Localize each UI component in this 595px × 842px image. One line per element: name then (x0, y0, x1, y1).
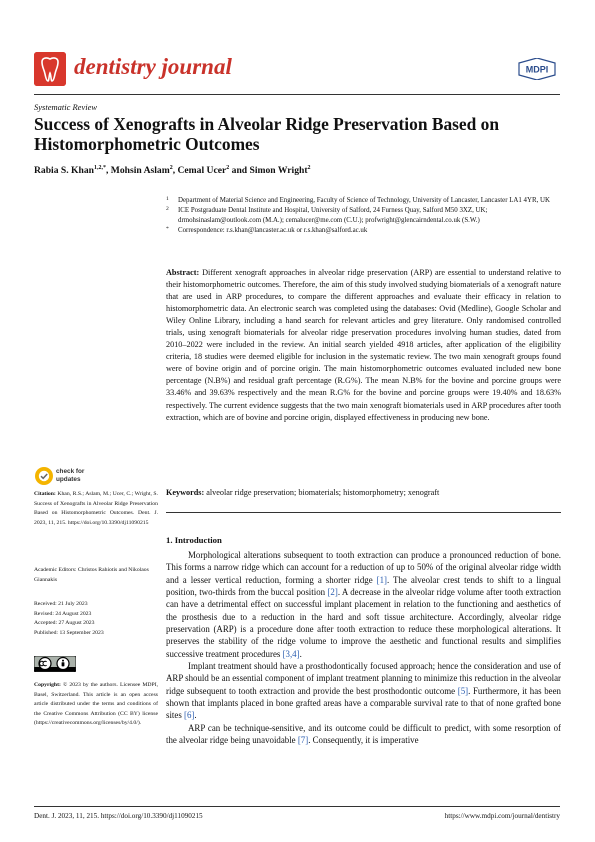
citation-text[interactable]: Khan, R.S.; Aslam, M.; Ucer, C.; Wright, S. Success of Xenografts in Alveolar Ridge Preservation Based on Histomorphometric Outcomes. Dent. J. 2023, 11, 215. https://doi.org/10.3390/dj11090215 (34, 491, 158, 526)
academic-editors: Academic Editors: Christos Rahiotis and Nikolaos Giannakis (34, 567, 149, 583)
reference-link[interactable]: [7] (297, 734, 309, 745)
paragraph (166, 549, 561, 660)
abstract-label: Abstract: (166, 268, 200, 277)
revised-date: Revised: 24 August 2023 (34, 610, 92, 617)
author-name[interactable]: Rabia S. Khan (34, 165, 94, 177)
affiliation-mark: 2 (166, 206, 169, 213)
affiliation-item (166, 206, 562, 225)
publication-dates (34, 600, 158, 638)
author-affiliation-mark: 2 (169, 165, 173, 171)
reference-link[interactable]: [1] (376, 574, 387, 585)
copyright-label: Copyright: (34, 682, 61, 688)
author-name[interactable]: Mohsin Aslam (110, 165, 170, 177)
author-affiliation-mark: 2 (307, 165, 311, 171)
footer-divider (34, 806, 560, 807)
check-for-updates-icon (34, 466, 54, 486)
author-separator: , (172, 165, 178, 177)
paragraph-text: Implant treatment should have a prosthodontically focused approach; hence the consideration and use of ARP should be an essential component of implant treatment planning to minimize this reduction in the alveolar ridge subsequent to tooth extraction and provide the best prosthodontic outcome (166, 660, 562, 696)
correspondence-text: Correspondence: r.s.khan@lancaster.ac.uk or r.s.khan@salford.ac.uk (178, 227, 368, 235)
section-heading-introduction: 1. Introduction (166, 535, 222, 545)
introduction-body (166, 549, 561, 746)
reference-link[interactable]: [5] (457, 685, 469, 696)
check-updates-line2: updates (56, 475, 81, 483)
header-divider (34, 94, 560, 95)
author-name[interactable]: Cemal Ucer (177, 165, 227, 177)
affiliation-mark: 1 (166, 196, 169, 202)
keywords (166, 487, 561, 499)
article-title: Success of Xenografts in Alveolar Ridge Preservation Based on Histomorphometric Outcomes (34, 114, 500, 154)
article-type: Systematic Review (34, 102, 98, 112)
footer-journal-url[interactable]: https://www.mdpi.com/journal/dentistry (444, 812, 560, 820)
affiliation-mark: * (166, 226, 169, 233)
author-separator: and (229, 165, 250, 177)
received-date: Received: 21 July 2023 (34, 601, 88, 607)
author-separator: , (105, 165, 111, 177)
paragraph-text: . A decrease in the alveolar ridge volume after tooth extraction can have a detrimental effect on successful implant placement in relation to the functioning and aesthetics of the prosthesis due to a reduction in the hard and soft tissue architecture. Accordingly, alveolar ridge preservation (ARP) is a procedure done after tooth extraction to reduce these morphological alterations. It preserves the stability of the ridge volume to improve the aesthetic and functional results and simplifies successive treatment procedures (166, 586, 561, 659)
journal-logo-icon (34, 52, 66, 86)
paragraph (166, 660, 561, 722)
mdpi-logo-icon (517, 58, 557, 80)
abstract-text: Different xenograft approaches in alveolar ridge preservation (ARP) are essential to understand relative to their histomorphometric outcomes. Therefore, the aim of this study involved studying biomaterials of a xenograft nature that are used in ARP procedures, to compare the different approaches and evaluate their efficacy in relation to histomorphometric data. An electronic search was completed using the databases: Ovid (Medline), Google Scholar and Wiley Online Library, including a hand search for relevant articles and grey literature. Only randomised controlled trials, using xenograft biomaterials for alveolar ridge preservation procedures involving human studies, dated from 2010–2022 were included in the review. An initial search yielded 4918 articles, after application of the eligibility criteria, 18 studies were deemed eligible for inclusion in the systematic review. The two main xenograft groups found were of bovine origin and of porcine origin. The main histomorphometric outcomes evaluated included new bone percentage (N.B%) and residual graft percentage (R.G%). The mean N.B% for the bovine and porcine groups were 33.46% and 39.63% respectively and the mean R.G% for the bovine and porcine groups were 19.40% and 18.63% respectively. The current evidence suggests that the two main xenograft biomaterials used in ARP procedures after tooth extraction, which are of bovine and porcine origin, displayed effectiveness in producing new bone. (166, 268, 562, 422)
journal-name: dentistry journal (74, 54, 232, 79)
affiliation-item (166, 226, 562, 235)
published-date: Published: 13 September 2023 (34, 629, 104, 636)
reference-link[interactable]: [3,4] (282, 648, 300, 659)
paragraph-text: . (299, 648, 302, 659)
author-affiliation-mark: 2 (226, 165, 230, 171)
paragraph-text: . Consequently, it is imperative (308, 734, 419, 745)
abstract (166, 267, 561, 424)
accepted-date: Accepted: 27 August 2023 (34, 620, 95, 627)
check-updates-line1: check for (56, 468, 85, 475)
copyright-block (34, 681, 158, 729)
copyright-text: © 2023 by the authors. Licensee MDPI, Basel, Switzerland. This article is an open access article distributed under the terms and conditions of the Creative Commons Attribution (CC BY) license (https://creativecommons.org/licenses/by/4.0/). (34, 682, 159, 727)
citation-label: Citation: (34, 491, 56, 497)
paragraph-text: ARP can be technique-sensitive, and its outcome could be difficult to predict, with some resorption of the alveolar ridge being unavoidable (166, 722, 561, 745)
reference-link[interactable]: [6] (184, 710, 195, 721)
affiliation-text: Department of Material Science and Engineering, Faculty of Science of Technology, University of Lancaster, Lancaster LA1 4YR, UK (178, 197, 550, 204)
paragraph-text: Morphological alterations subsequent to tooth extraction can produce a pronounced reduction of bone. This forms a narrow ridge which can account for a reduction of up to 50% of the original alveolar ridge width and a lesser vertical reduction, forming a shorter ridge (166, 550, 561, 585)
footer-citation[interactable]: Dent. J. 2023, 11, 215. https://doi.org/10.3390/dj11090215 (34, 812, 203, 820)
author-list (34, 165, 311, 176)
reference-link[interactable]: [2] (327, 586, 338, 597)
affiliations (166, 196, 562, 237)
paragraph-text: . (194, 710, 197, 721)
keywords-divider (166, 512, 561, 513)
paragraph-text: . Furthermore, it has been shown that implants placed in bone grafted areas have a comparable survival rate to that of none grafted bone sites (166, 685, 561, 721)
author-name[interactable]: Simon Wright (249, 165, 308, 177)
affiliation-item (166, 196, 562, 205)
cc-by-license-icon[interactable] (34, 656, 76, 672)
mdpi-logo-text: MDPI (525, 64, 549, 75)
affiliation-text: ICE Postgraduate Dental Institute and Hospital, University of Salford, 24 Furness Quay, Salford M50 3XZ, UK; drmohsinaslam@outlook.com (M.A.); cemalucer@me.com (C.U.); profwright@glencairndental.co.uk (S.W.) (178, 207, 488, 224)
paragraph (166, 722, 561, 747)
author-affiliation-mark: 1,2,* (93, 165, 106, 171)
keywords-text: alveolar ridge preservation; biomaterials; histomorphometry; xenograft (206, 488, 440, 497)
citation-block (34, 490, 158, 528)
paragraph-text: . The alveolar crest tends to shift to a lingual position, two-thirds from the buccal position (166, 574, 561, 597)
check-for-updates-button[interactable] (34, 466, 114, 488)
keywords-label: Keywords: (166, 488, 205, 497)
